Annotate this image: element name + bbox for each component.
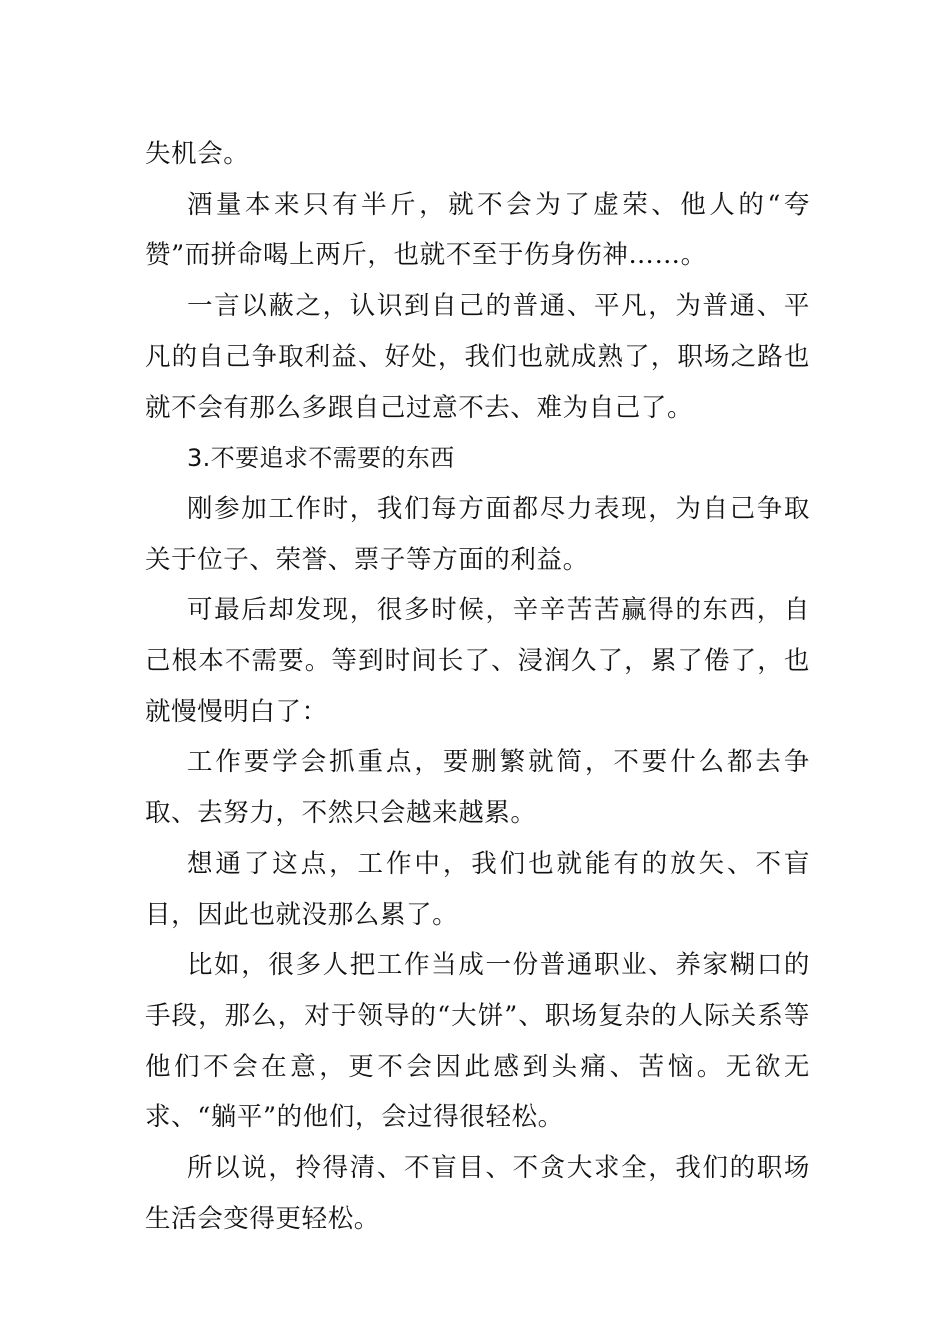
paragraph: 酒量本来只有半斤，就不会为了虚荣、他人的“夸赞”而拼命喝上两斤，也就不至于伤身伤神……。	[145, 189, 810, 271]
paragraph: 一言以蔽之，认识到自己的普通、平凡，为普通、平凡的自己争取利益、好处，我们也就成熟了，职场之路也就不会有那么多跟自己过意不去、难为自己了。	[145, 291, 810, 423]
paragraph: 工作要学会抓重点，要删繁就简，不要什么都去争取、去努力，不然只会越来越累。	[145, 747, 810, 829]
paragraph: 所以说，拎得清、不盲目、不贪大求全，我们的职场生活会变得更轻松。	[145, 1153, 810, 1234]
paragraph: 比如，很多人把工作当成一份普通职业、养家糊口的手段，那么，对于领导的“大饼”、职场复杂的人际关系等他们不会在意，更不会因此感到头痛、苦恼。无欲无求、“躺平”的他们，会过得很轻松。	[145, 950, 810, 1133]
section-heading: 3.不要追求不需要的东西	[187, 444, 455, 473]
paragraph: 想通了这点，工作中，我们也就能有的放矢、不盲目，因此也就没那么累了。	[145, 848, 810, 930]
document-body	[145, 129, 810, 1244]
paragraph-continuation: 失机会。	[145, 139, 250, 169]
paragraph: 可最后却发现，很多时候，辛辛苦苦赢得的东西，自己根本不需要。等到时间长了、浸润久了，累了倦了，也就慢慢明白了：	[145, 595, 810, 727]
paragraph: 刚参加工作时，我们每方面都尽力表现，为自己争取关于位子、荣誉、票子等方面的利益。	[145, 493, 810, 575]
